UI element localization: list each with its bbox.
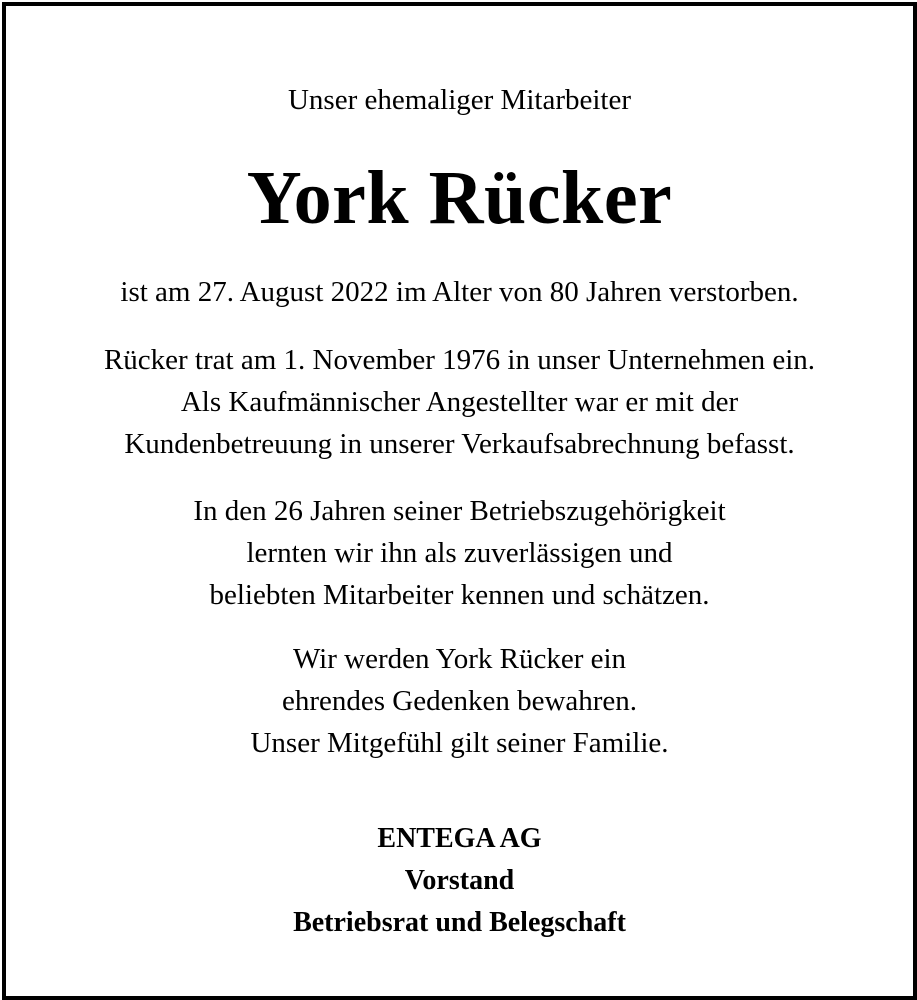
memory-line: Unser Mitgefühl gilt seiner Familie. — [250, 727, 669, 759]
memory-line: Wir werden York Rücker ein — [292, 643, 627, 675]
career-line: Kundenbetreuung in unserer Verkaufsabrechnung befasst. — [124, 428, 795, 460]
career-paragraph — [6, 339, 913, 465]
tenure-line: In den 26 Jahren seiner Betriebszugehörigkeit — [193, 495, 726, 527]
signature-company: ENTEGA AG — [377, 823, 542, 854]
tenure-line: beliebten Mitarbeiter kennen und schätzen. — [209, 579, 710, 611]
signature-board: Vorstand — [404, 865, 515, 896]
career-line: Als Kaufmännischer Angestellter war er mit der — [180, 386, 739, 418]
signature-staff: Betriebsrat und Belegschaft — [293, 907, 626, 938]
memory-line: ehrendes Gedenken bewahren. — [281, 685, 638, 717]
memory-paragraph — [6, 638, 913, 764]
tenure-paragraph — [6, 490, 913, 616]
death-announcement: ist am 27. August 2022 im Alter von 80 Jahren verstorben. — [120, 276, 799, 308]
intro-text: Unser ehemaliger Mitarbeiter — [287, 84, 631, 116]
obituary-notice — [2, 2, 917, 1000]
tenure-line: lernten wir ihn als zuverlässigen und — [246, 537, 673, 569]
deceased-name: York Rücker — [246, 156, 673, 240]
signature-block — [6, 818, 913, 944]
career-line: Rücker trat am 1. November 1976 in unser Unternehmen ein. — [103, 344, 816, 376]
